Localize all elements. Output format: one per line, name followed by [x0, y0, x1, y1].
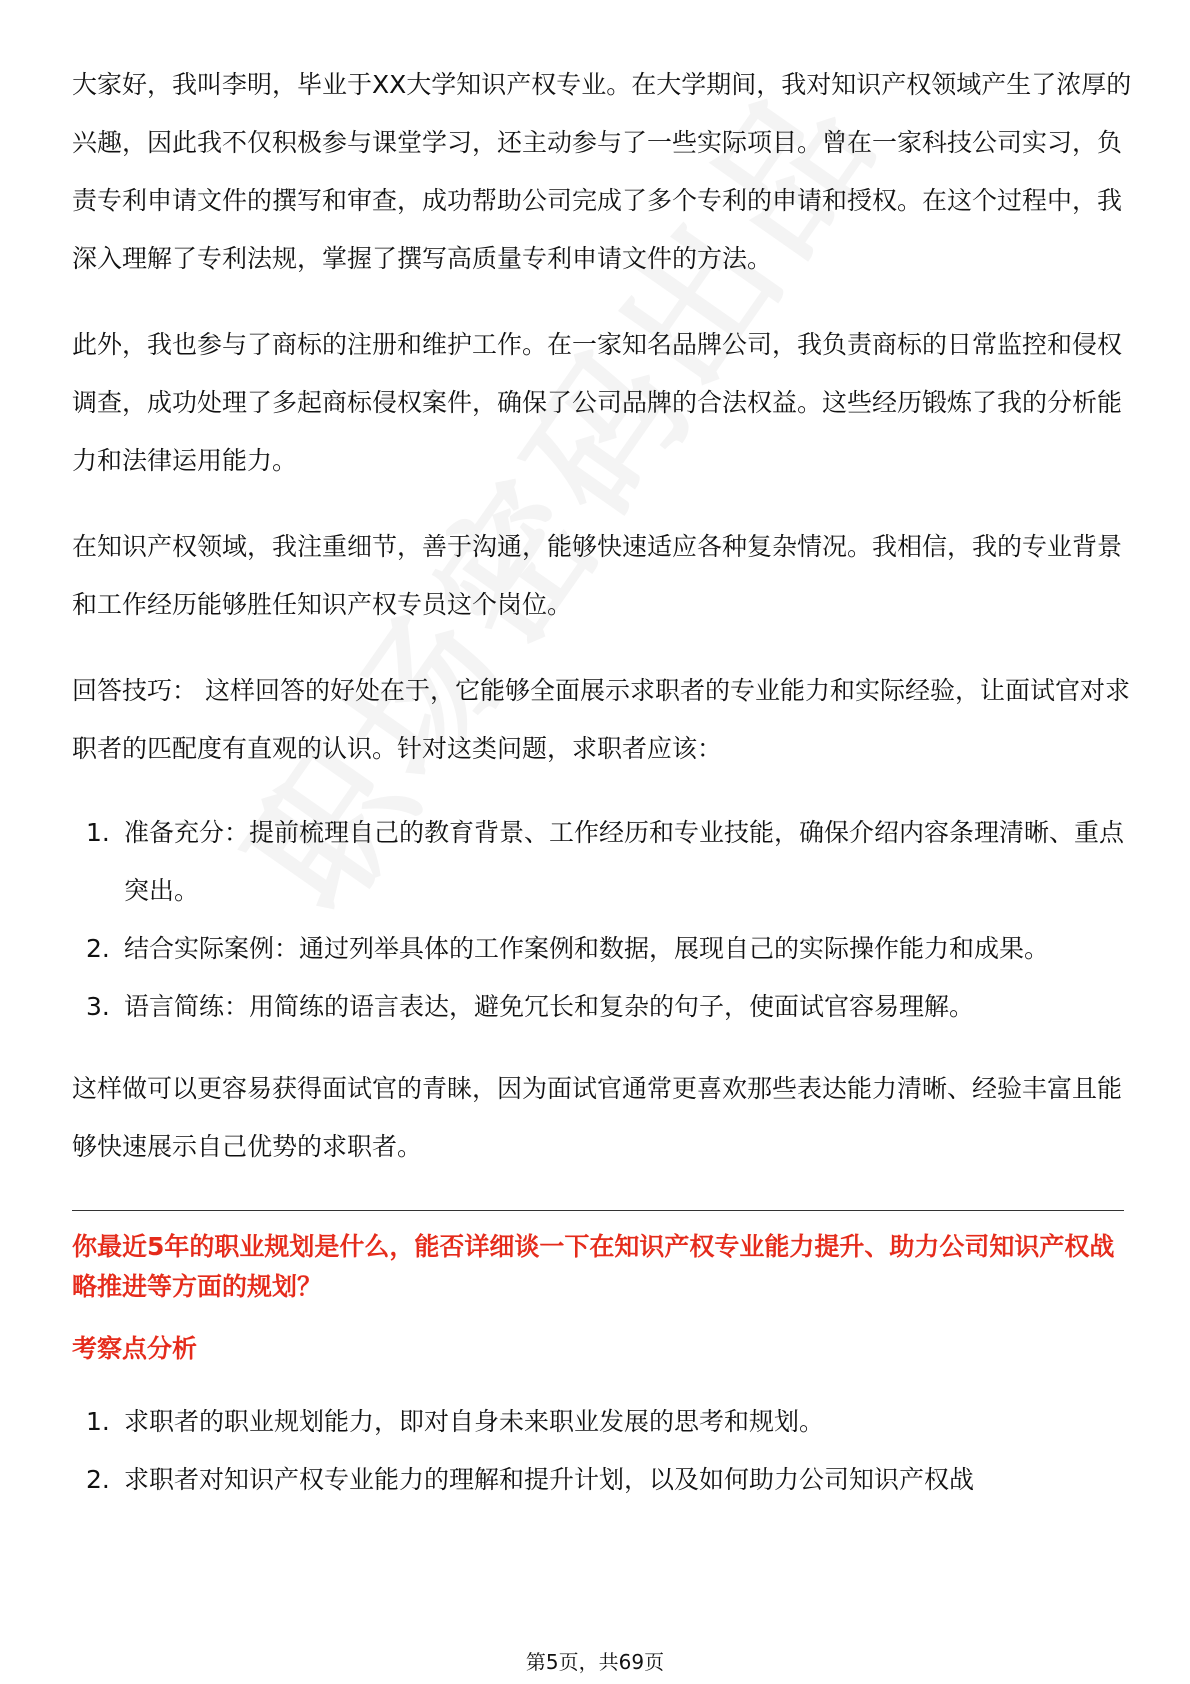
- list-item-text: 求职者的职业规划能力，即对自身未来职业发展的思考和规划。: [124, 1407, 825, 1436]
- list-item: [72, 978, 1132, 1036]
- list-item-text: 求职者对知识产权专业能力的理解和提升计划，以及如何助力公司知识产权战: [124, 1465, 975, 1494]
- answer-paragraph-3: 在知识产权领域，我注重细节，善于沟通，能够快速适应各种复杂情况。我相信，我的专业背景和工作经历能够胜任知识产权专员这个岗位。: [72, 532, 1123, 619]
- analysis-points-list: [72, 1393, 1132, 1509]
- list-item: [72, 804, 1132, 920]
- interview-question: 你最近5年的职业规划是什么，能否详细谈一下在知识产权专业能力提升、助力公司知识产权战略推进等方面的规划？: [72, 1232, 1115, 1301]
- page-content: [72, 56, 1132, 1509]
- list-item-text: 语言简练：用简练的语言表达，避免冗长和复杂的句子，使面试官容易理解。: [124, 992, 975, 1021]
- list-item-number: 2.: [86, 1465, 110, 1494]
- answer-tips-paragraph: 回答技巧： 这样回答的好处在于，它能够全面展示求职者的专业能力和实际经验，让面试官对求职者的匹配度有直观的认识。针对这类问题，求职者应该：: [72, 676, 1130, 763]
- list-item-text: 结合实际案例：通过列举具体的工作案例和数据，展现自己的实际操作能力和成果。: [124, 934, 1050, 963]
- list-item-number: 1.: [86, 818, 110, 847]
- list-item-number: 2.: [86, 934, 110, 963]
- list-item: [72, 1393, 1132, 1451]
- answer-paragraph-1: 大家好，我叫李明，毕业于XX大学知识产权专业。在大学期间，我对知识产权领域产生了浓厚的兴趣，因此我不仅积极参与课堂学习，还主动参与了一些实际项目。曾在一家科技公司实习，负责专利申请文件的撰写和审查，成功帮助公司完成了多个专利的申请和授权。在这个过程中，我深入理解了专利法规，掌握了撰写高质量专利申请文件的方法。: [72, 70, 1132, 273]
- tips-list: [72, 804, 1132, 1036]
- analysis-heading: 考察点分析: [72, 1334, 198, 1363]
- list-item-number: 3.: [86, 992, 110, 1021]
- answer-paragraph-2: 此外，我也参与了商标的注册和维护工作。在一家知名品牌公司，我负责商标的日常监控和侵权调查，成功处理了多起商标侵权案件，确保了公司品牌的合法权益。这些经历锻炼了我的分析能力和法律运用能力。: [72, 330, 1123, 475]
- closing-paragraph: 这样做可以更容易获得面试官的青睐，因为面试官通常更喜欢那些表达能力清晰、经验丰富且能够快速展示自己优势的求职者。: [72, 1074, 1123, 1161]
- list-item-number: 1.: [86, 1407, 110, 1436]
- list-item: [72, 1451, 1132, 1509]
- page-number-footer: 第5页，共69页: [525, 1650, 665, 1674]
- list-item-text: 准备充分：提前梳理自己的教育背景、工作经历和专业技能，确保介绍内容条理清晰、重点突出。: [124, 818, 1125, 905]
- section-divider: [72, 1210, 1124, 1211]
- list-item: [72, 920, 1132, 978]
